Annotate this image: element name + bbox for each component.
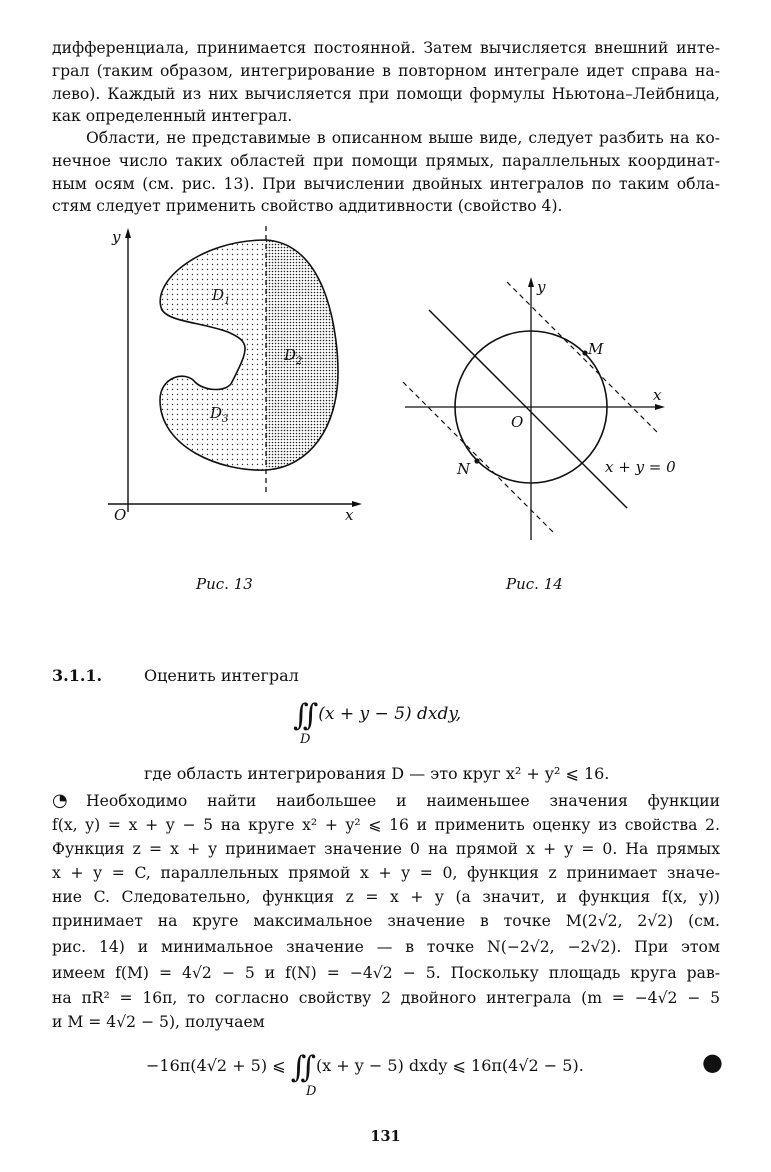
solution-line-1: Необходимо найти наибольшее и наименьшее значения функции	[86, 792, 720, 810]
figure-14	[395, 272, 680, 547]
fig14-m-label: M	[588, 340, 604, 358]
intro-line-4: как определенный интеграл.	[52, 107, 293, 125]
solution-line-2: f(x, y) = x + y − 5 на круге x² + y² ⩽ 16 и применить оценку из свойства 2.	[52, 816, 720, 834]
fig13-d1-sub: 1	[224, 296, 231, 307]
fig14-x-arrow	[655, 404, 665, 410]
para2-line-4: стям следует применить свойство аддитивности (свойство 4).	[52, 197, 563, 215]
fig13-x-label: x	[345, 506, 354, 524]
intro-line-2: грал (таким образом, интегрирование в повторном интеграле идет справа на-	[52, 62, 720, 80]
intro-line-3: лево). Каждый из них вычисляется при помощи формулы Ньютона–Лейбница,	[52, 85, 720, 103]
problem-integral-expr: (x + y − 5) dxdy,	[318, 704, 462, 724]
fig14-y-label: y	[537, 278, 546, 296]
solution-line-5: ние C. Следовательно, функция z = x + y (а значит, и функция f(x, y))	[52, 888, 720, 906]
kidney-region	[160, 240, 338, 470]
solution-line-4: x + y = C, параллельных прямой x + y = 0, функция z принимает значе-	[52, 864, 720, 882]
problem-integral	[293, 698, 461, 733]
solution-line-3: Функция z = x + y принимает значение 0 на прямой x + y = 0. На прямых	[52, 840, 720, 858]
figure-13	[100, 222, 370, 527]
page-number: 131	[370, 1128, 401, 1145]
fig13-d3-sub: 3	[222, 414, 229, 425]
end-of-proof-icon: ●	[702, 1048, 723, 1076]
final-left: −16π(4√2 + 5) ⩽	[146, 1056, 286, 1075]
fig13-d2-sub: 2	[296, 356, 303, 367]
final-integral-domain: D	[306, 1084, 317, 1099]
solution-line-9: на πR² = 16π, то согласно свойству 2 двойного интеграла (m = −4√2 − 5	[52, 989, 720, 1007]
fig14-y-arrow	[528, 277, 534, 287]
problem-integral-domain: D	[300, 732, 311, 747]
para2-line-1: Области, не представимые в описанном выше виде, следует разбить на ко-	[86, 129, 720, 147]
fig14-caption: Рис. 14	[506, 575, 563, 593]
problem-number: 3.1.1.	[52, 666, 103, 685]
fig14-point-m	[582, 350, 587, 355]
para2-line-3: ным осям (см. рис. 13). При вычислении двойных интегралов по таким обла-	[52, 175, 720, 193]
fig14-n-label: N	[457, 460, 471, 478]
solution-line-6: принимает на круге максимальное значение в точке M(2√2, 2√2) (см.	[52, 912, 720, 930]
fig14-point-n	[474, 458, 479, 463]
fig14-origin-label: O	[511, 413, 524, 431]
fig13-x-arrow	[352, 501, 362, 507]
fig14-line-label: x + y = 0	[605, 458, 676, 476]
final-integral-sign: ∫∫	[290, 1050, 310, 1085]
problem-title: Оценить интеграл	[144, 666, 299, 685]
intro-line-1: дифференциала, принимается постоянной. Затем вычисляется внешний инте-	[52, 39, 720, 57]
fig13-d1-label: D	[212, 286, 225, 304]
fig14-x-label: x	[653, 386, 662, 404]
final-expr: (x + y − 5) dxdy ⩽ 16π(4√2 − 5).	[315, 1056, 584, 1075]
solution-marker-icon: ◔	[52, 790, 68, 811]
fig13-origin-label: O	[114, 506, 127, 524]
fig13-d3-label: D	[210, 404, 223, 422]
fig13-y-label: y	[112, 228, 121, 246]
fig13-y-arrow	[125, 228, 131, 238]
problem-domain-line: где область интегрирования D — это круг x² + y² ⩽ 16.	[144, 764, 610, 783]
double-integral-sign: ∫∫	[293, 698, 313, 733]
solution-line-7: рис. 14) и минимальное значение — в точке N(−2√2, −2√2). При этом	[52, 938, 720, 956]
solution-line-8: имеем f(M) = 4√2 − 5 и f(N) = −4√2 − 5. Поскольку площадь круга рав-	[52, 964, 720, 982]
fig13-caption: Рис. 13	[196, 575, 253, 593]
final-inequality	[146, 1050, 584, 1085]
para2-line-2: нечное число таких областей при помощи прямых, параллельных координат-	[52, 152, 720, 170]
solution-line-10: и M = 4√2 − 5), получаем	[52, 1013, 265, 1031]
fig13-d2-label: D	[284, 346, 297, 364]
